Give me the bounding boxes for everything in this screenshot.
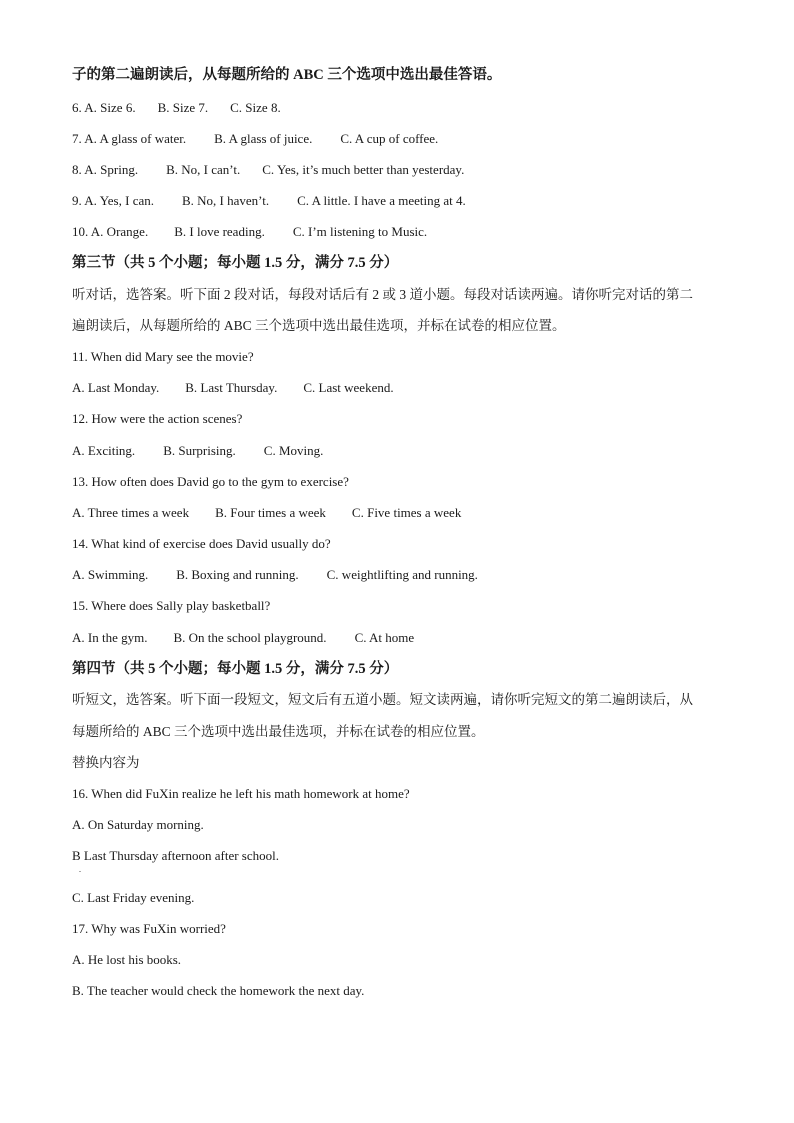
replace-note: 替换内容为 [72, 755, 140, 770]
option-b: B. Surprising. [163, 443, 236, 458]
option-a: A. Yes, I can. [84, 193, 154, 208]
option-b: B. Boxing and running. [176, 567, 299, 582]
option-c: C. Last weekend. [303, 380, 394, 395]
section-3-heading: 第三节（共 5 个小题；每小题 1.5 分，满分 7.5 分） [72, 255, 399, 271]
option-c: C. Five times a week [351, 505, 462, 520]
option-b: B. No, I haven’t. [182, 193, 270, 208]
question-number: 8. [72, 162, 82, 177]
option-c: C. Yes, it’s much better than yesterday. [262, 162, 465, 177]
question-15-stem: 15. Where does Sally play basketball? [72, 598, 271, 613]
question-number: 6. [72, 100, 82, 115]
option-b: B. I love reading. [174, 224, 265, 239]
question-17-option-a: A. He lost his books. [72, 952, 182, 967]
question-12-stem: 12. How were the action scenes? [72, 411, 243, 426]
question-16-option-b: B Last Thursday afternoon after school. [72, 848, 279, 863]
option-b: B. Size 7. [157, 100, 209, 115]
section-4-instruction-line-1: 听短文，选答案。听下面一段短文，短文后有五道小题。短文读两遍，请你听完短文的第二遍朗读后，从 [72, 692, 693, 707]
option-b: B. A glass of juice. [214, 131, 313, 146]
option-b: B. Four times a week [215, 505, 326, 520]
option-a: A. Three times a week [72, 505, 190, 520]
option-a: A. Swimming. [72, 567, 149, 582]
option-a: A. In the gym. [72, 630, 148, 645]
section-4-heading: 第四节（共 5 个小题；每小题 1.5 分，满分 7.5 分） [72, 661, 399, 677]
question-8 [72, 162, 464, 178]
option-c: C. A cup of coffee. [340, 131, 439, 146]
option-a: A. Size 6. [84, 100, 136, 115]
option-c: C. I’m listening to Music. [292, 224, 428, 239]
question-14-options [72, 567, 478, 583]
question-11-stem: 11. When did Mary see the movie? [72, 349, 254, 364]
option-a: A. Orange. [90, 224, 149, 239]
section-4-instruction-line-2: 每题所给的 ABC 三个选项中选出最佳选项，并标在试卷的相应位置。 [72, 724, 485, 739]
option-c: C. At home [354, 630, 415, 645]
question-13-stem: 13. How often does David go to the gym to exercise? [72, 474, 349, 489]
option-a: A. Spring. [84, 162, 139, 177]
option-c: C. Moving. [263, 443, 324, 458]
question-13-options [72, 505, 461, 521]
question-15-options [72, 630, 414, 646]
question-16-option-c: C. Last Friday evening. [72, 890, 195, 905]
question-16-stem: 16. When did FuXin realize he left his math homework at home? [72, 786, 410, 801]
question-17-option-b: B. The teacher would check the homework the next day. [72, 983, 365, 998]
question-11-options [72, 380, 394, 396]
option-a: A. Last Monday. [72, 380, 160, 395]
stray-dot: . [79, 865, 81, 874]
question-17-stem: 17. Why was FuXin worried? [72, 921, 226, 936]
option-c: C. A little. I have a meeting at 4. [297, 193, 466, 208]
question-6 [72, 100, 281, 116]
section-3-instruction-line-1: 听对话，选答案。听下面 2 段对话，每段对话后有 2 或 3 道小题。每段对话读两遍。请你听完对话的第二 [72, 287, 693, 302]
option-a: A. Exciting. [72, 443, 136, 458]
question-9 [72, 193, 466, 209]
option-b: B. Last Thursday. [185, 380, 278, 395]
question-number: 10. [72, 224, 89, 239]
option-a: A. A glass of water. [84, 131, 187, 146]
question-16-option-a: A. On Saturday morning. [72, 817, 204, 832]
part2-instruction-tail: 子的第二遍朗读后，从每题所给的 ABC 三个选项中选出最佳答语。 [72, 67, 502, 83]
question-14-stem: 14. What kind of exercise does David usually do? [72, 536, 331, 551]
question-12-options [72, 443, 323, 459]
option-b: B. On the school playground. [173, 630, 327, 645]
question-10 [72, 224, 427, 240]
question-number: 7. [72, 131, 82, 146]
question-7 [72, 131, 438, 147]
section-3-instruction-line-2: 遍朗读后，从每题所给的 ABC 三个选项中选出最佳选项，并标在试卷的相应位置。 [72, 318, 566, 333]
option-b: B. No, I can’t. [166, 162, 241, 177]
option-c: C. weightlifting and running. [326, 567, 478, 582]
question-number: 9. [72, 193, 82, 208]
option-c: C. Size 8. [230, 100, 281, 115]
